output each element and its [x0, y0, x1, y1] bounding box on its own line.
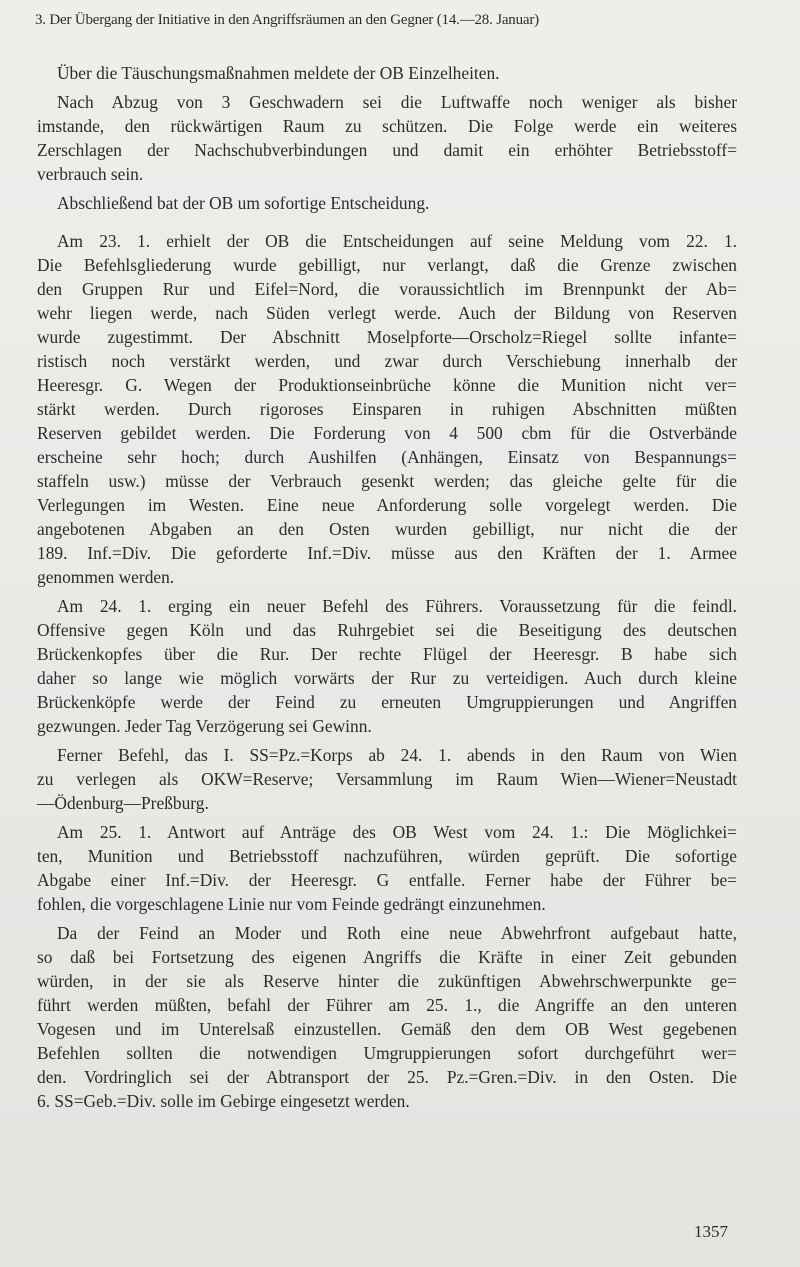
paragraph	[37, 229, 737, 589]
text-line: Ferner Befehl, das I. SS=Pz.=Korps ab 24. 1. abends in den Raum von Wien	[57, 745, 737, 765]
running-head: 3. Der Übergang der Initiative in den Angriffsräumen an den Gegner (14.—28. Januar)	[35, 12, 539, 28]
page-number: 1357	[694, 1222, 728, 1241]
text-line: Am 24. 1. erging ein neuer Befehl des Führers. Voraussetzung für die feindl.	[57, 596, 737, 616]
text-line: Brückenkopfes über die Rur. Der rechte Flügel der Heeresgr. B habe sich	[37, 644, 737, 664]
paragraph	[37, 743, 737, 815]
text-line: daher so lange wie möglich vorwärts der Rur zu verteidigen. Auch durch kleine	[37, 668, 737, 688]
paragraph	[37, 921, 737, 1113]
text-line: Verlegungen im Westen. Eine neue Anforderung solle vorgelegt werden. Die	[37, 495, 737, 515]
paragraph	[37, 594, 737, 738]
text-line: Brückenköpfe werde der Feind zu erneuten Umgruppierungen und Angriffen	[37, 692, 737, 712]
text-line: verbrauch sein.	[37, 164, 144, 184]
text-line: den. Vordringlich sei der Abtransport der 25. Pz.=Gren.=Div. in den Osten. Die	[37, 1067, 737, 1087]
text-line: ten, Munition und Betriebsstoff nachzuführen, würden geprüft. Die sofortige	[37, 846, 737, 866]
text-line: 189. Inf.=Div. Die geforderte Inf.=Div. müsse aus den Kräften der 1. Armee	[37, 543, 737, 563]
text-line: zu verlegen als OKW=Reserve; Versammlung im Raum Wien—Wiener=Neustadt	[37, 769, 737, 789]
text-line: stärkt werden. Durch rigoroses Einsparen in ruhigen Abschnitten müßten	[37, 399, 737, 419]
text-line: Die Befehlsgliederung wurde gebilligt, nur verlangt, daß die Grenze zwischen	[37, 255, 737, 275]
text-line: Offensive gegen Köln und das Ruhrgebiet sei die Beseitigung des deutschen	[37, 620, 737, 640]
text-line: führt werden müßten, befahl der Führer am 25. 1., die Angriffe an den unteren	[37, 995, 737, 1015]
text-line: Heeresgr. G. Wegen der Produktionseinbrüche könne die Munition nicht ver=	[37, 375, 737, 395]
paragraph-gap	[37, 215, 737, 229]
paragraph	[37, 61, 737, 85]
text-line: Reserven gebildet werden. Die Forderung von 4 500 cbm für die Ostverbände	[37, 423, 737, 443]
text-line: Abschließend bat der OB um sofortige Entscheidung.	[57, 193, 430, 213]
text-line: gezwungen. Jeder Tag Verzögerung sei Gewinn.	[37, 716, 372, 736]
text-line: ristisch noch verstärkt werden, und zwar durch Verschiebung innerhalb der	[37, 351, 737, 371]
text-line: würden, in der sie als Reserve hinter die zukünftigen Abwehrschwerpunkte ge=	[37, 971, 737, 991]
text-line: staffeln usw.) müsse der Verbrauch gesenkt werden; das gleiche gelte für die	[37, 471, 737, 491]
text-line: Nach Abzug von 3 Geschwadern sei die Luftwaffe noch weniger als bisher	[57, 92, 737, 112]
text-line: Am 23. 1. erhielt der OB die Entscheidungen auf seine Meldung vom 22. 1.	[57, 231, 737, 251]
text-line: Da der Feind an Moder und Roth eine neue Abwehrfront aufgebaut hatte,	[57, 923, 737, 943]
text-line: Vogesen und im Unterelsaß einzustellen. Gemäß den dem OB West gegebenen	[37, 1019, 737, 1039]
text-line: 6. SS=Geb.=Div. solle im Gebirge eingesetzt werden.	[37, 1091, 410, 1111]
text-line: Über die Täuschungsmaßnahmen meldete der OB Einzelheiten.	[57, 63, 500, 83]
text-line: wurde zugestimmt. Der Abschnitt Moselpforte—Orscholz=Riegel sollte infante=	[37, 327, 737, 347]
text-line: fohlen, die vorgeschlagene Linie nur vom Feinde gedrängt einzunehmen.	[37, 894, 546, 914]
text-line: Abgabe einer Inf.=Div. der Heeresgr. G entfalle. Ferner habe der Führer be=	[37, 870, 737, 890]
paragraph	[37, 90, 737, 186]
text-line: Zerschlagen der Nachschubverbindungen und damit ein erhöhter Betriebsstoff=	[37, 140, 737, 160]
text-line: imstande, den rückwärtigen Raum zu schützen. Die Folge werde ein weiteres	[37, 116, 737, 136]
body-text	[37, 61, 737, 1113]
text-line: angebotenen Abgaben an den Osten wurden gebilligt, nur nicht die der	[37, 519, 737, 539]
text-line: so daß bei Fortsetzung des eigenen Angriffs die Kräfte in einer Zeit gebunden	[37, 947, 737, 967]
text-line: Am 25. 1. Antwort auf Anträge des OB West vom 24. 1.: Die Möglichkei=	[57, 822, 737, 842]
paragraph	[37, 820, 737, 916]
text-line: wehr liegen werde, nach Süden verlegt werde. Auch der Bildung von Reserven	[37, 303, 737, 323]
text-line: Befehlen sollten die notwendigen Umgruppierungen sofort durchgeführt wer=	[37, 1043, 737, 1063]
text-line: —Ödenburg—Preßburg.	[37, 793, 209, 813]
text-line: erscheine sehr hoch; durch Aushilfen (Anhängen, Einsatz von Bespannungs=	[37, 447, 737, 467]
text-line: genommen werden.	[37, 567, 175, 587]
text-line: den Gruppen Rur und Eifel=Nord, die voraussichtlich im Brennpunkt der Ab=	[37, 279, 737, 299]
paragraph	[37, 191, 737, 215]
